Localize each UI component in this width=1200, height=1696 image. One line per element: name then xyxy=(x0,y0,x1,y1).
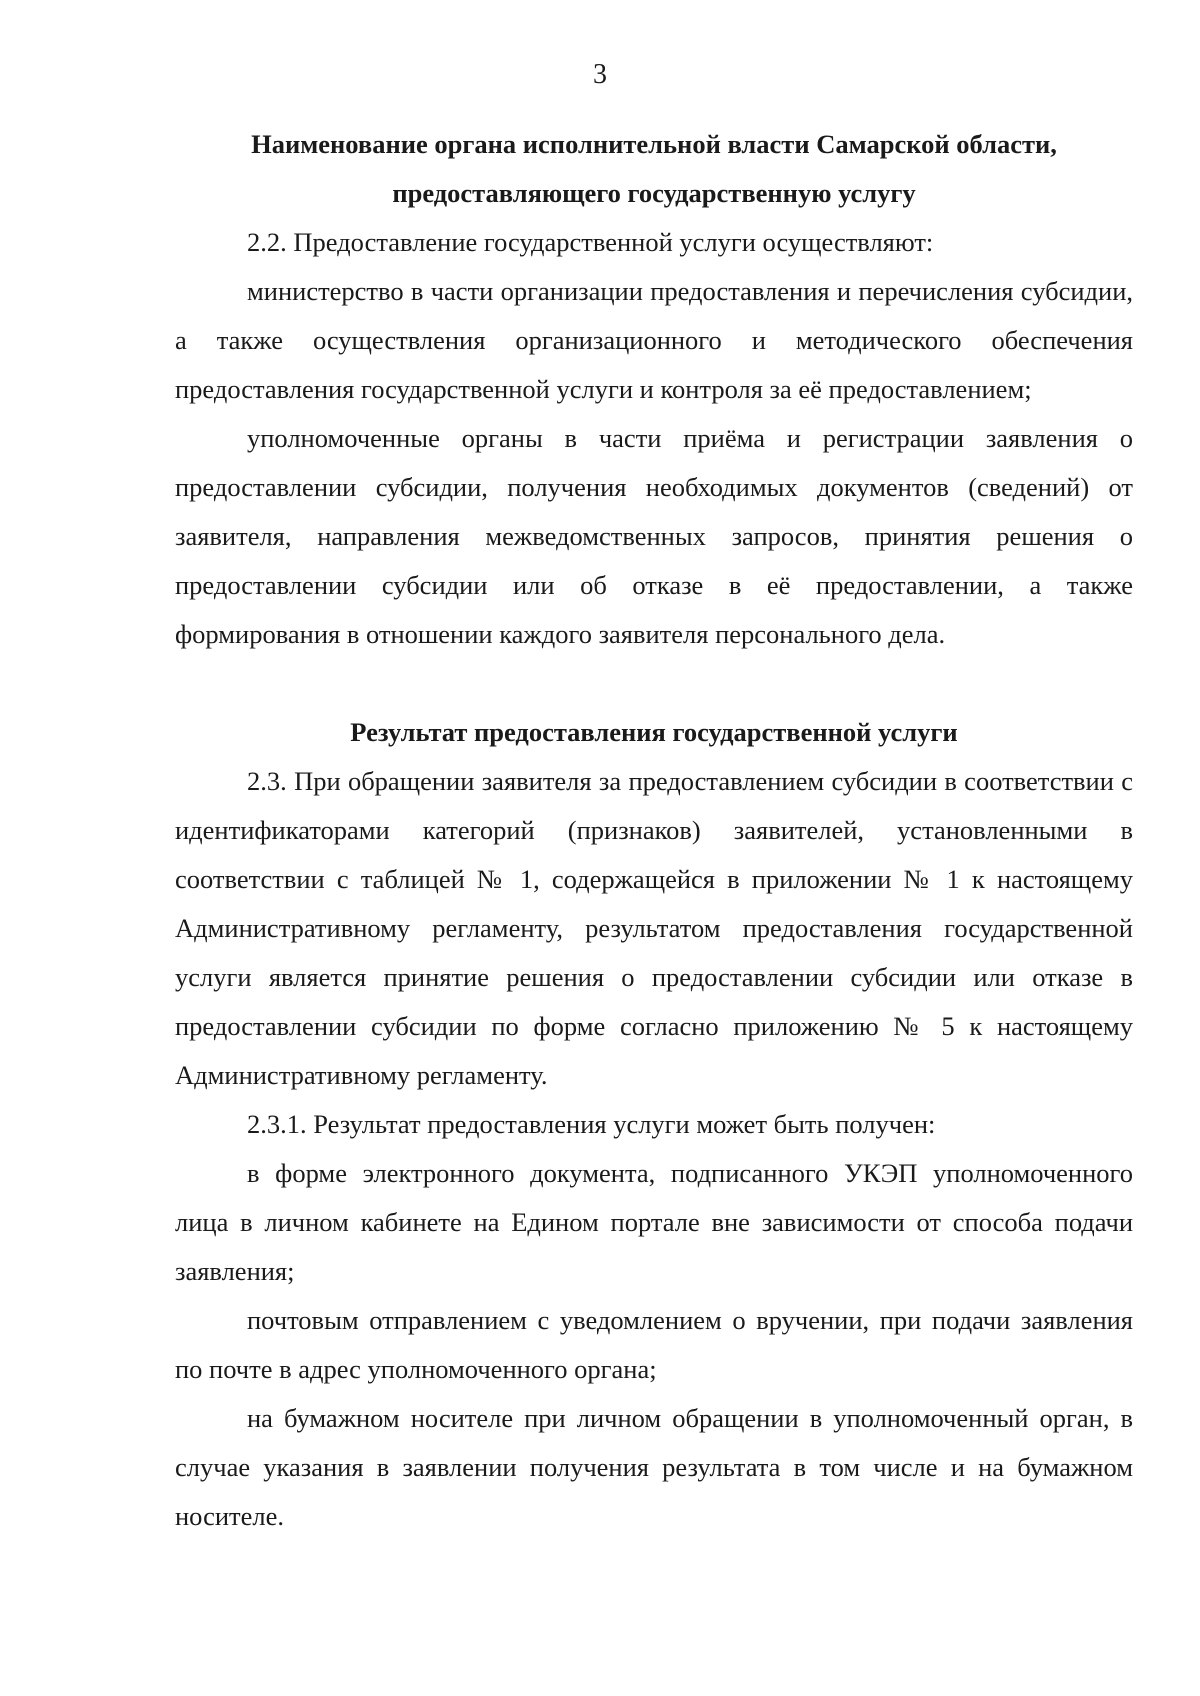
paragraph-electronic-form: в форме электронного документа, подписанного УКЭП уполномоченного лица в личном кабинете на Едином портале вне зависимости от способа подачи заявления; xyxy=(175,1158,1133,1286)
document-body xyxy=(175,120,1133,1541)
paragraph-2-3: 2.3. При обращении заявителя за предоставлением субсидии в соответствии с идентификаторами категорий (признаков) заявителей, установленными в соответствии с таблицей № 1, содержащейся в приложении № 1 к настоящему Административному регламенту, результатом предоставления государственной услуги является принятие решения о предоставлении субсидии или отказе в предоставлении субсидии по форме согласно приложению № 5 к настоящему Административному регламенту. xyxy=(175,766,1133,1090)
paragraph-postal: почтовым отправлением с уведомлением о вручении, при подачи заявления по почте в адрес уполномоченного органа; xyxy=(175,1305,1133,1384)
paragraph-authorized-bodies: уполномоченные органы в части приёма и регистрации заявления о предоставлении субсидии, получения необходимых документов (сведений) от заявителя, направления межведомственных запросов, принятия решения о предоставлении субсидии или об отказе в её предоставлении, а также формирования в отношении каждого заявителя персонального дела. xyxy=(175,423,1133,649)
heading-line-2: предоставляющего государственную услугу xyxy=(392,178,916,208)
paragraph-paper: на бумажном носителе при личном обращении в уполномоченный орган, в случае указания в заявлении получения результата в том числе и на бумажном носителе. xyxy=(175,1403,1133,1531)
heading-line-1: Наименование органа исполнительной власти Самарской области, xyxy=(251,129,1057,159)
page-number: 3 xyxy=(593,59,607,90)
section-heading-result: Результат предоставления государственной услуги xyxy=(350,717,958,747)
paragraph-ministry: министерство в части организации предоставления и перечисления субсидии, а также осуществления организационного и методического обеспечения предоставления государственной услуги и контроля за её предоставлением; xyxy=(175,276,1133,404)
section-heading-authority xyxy=(175,120,1133,218)
paragraph-2-3-1: 2.3.1. Результат предоставления услуги может быть получен: xyxy=(247,1109,936,1139)
paragraph-2-2: 2.2. Предоставление государственной услуги осуществляют: xyxy=(247,227,934,257)
